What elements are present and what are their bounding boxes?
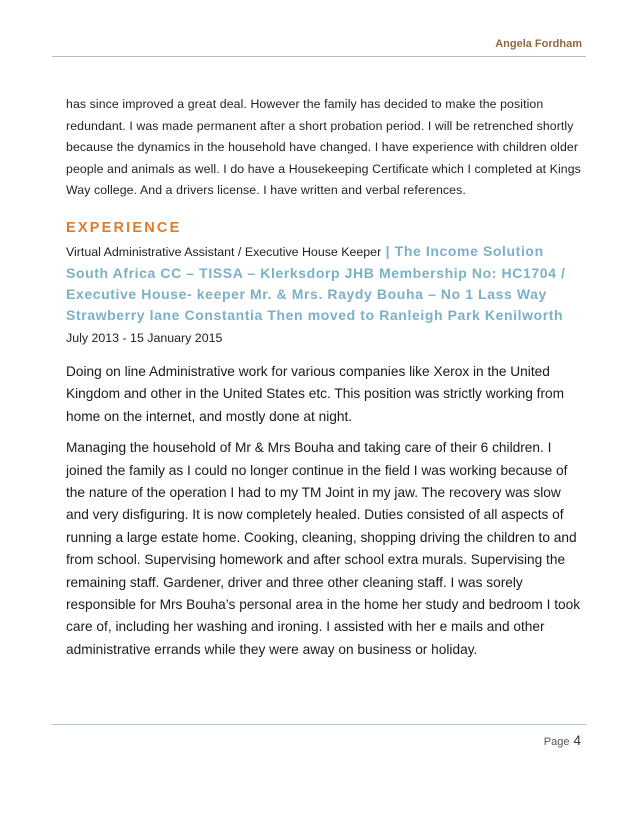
job-dates: July 2013 - 15 January 2015 — [66, 330, 223, 345]
experience-heading: EXPERIENCE — [66, 219, 182, 236]
job-description-paragraph: Doing on line Administrative work for various companies like Xerox in the United Kingdom and other in the United States etc. This position was strictly working from home on the internet, and mostly done at night. — [66, 363, 565, 424]
intro-paragraph: has since improved a great deal. However the family has decided to make the position redundant. I was made permanent after a short probation period. I will be retrenched shortly because the dynamics in the household have changed. I have experience with children older people and animals as well. I do have a Housekeeping Certificate which I completed at Kings Way college. And a drivers license. I have written and verbal references. — [66, 97, 581, 198]
header-divider — [52, 56, 586, 57]
job-description-paragraph: Managing the household of Mr & Mrs Bouha and taking care of their 6 children. I joined the family as I could no longer continue in the field I was working because of the nature of the operation I had to my TM Joint in my jaw. The recovery was slow and very disfiguring. It is now completely healed. Duties consisted of all aspects of running a large estate home. Cooking, cleaning, shopping driving the children to and from school. Supervising homework and after school extra murals. Supervising the remaining staff. Gardener, driver and three other cleaning staff. I was sorely responsible for Mrs Bouha’s personal area in the home her study and bedroom I took care of, including her washing and ironing. I assisted with her e mails and other administrative errands while they were away on business or holiday. — [66, 440, 581, 657]
job-organization: | The Income Solution South Africa CC – TISSA – Klerksdorp JHB Membership No: HC1704 / Executive House- keeper Mr. & Mrs. Raydy Bouha – No 1 Lass Way Strawberry lane Constantia Then moved to Ranleigh Park Kenilworth — [66, 242, 566, 323]
page-number-value: 4 — [573, 733, 581, 748]
page-label: Page — [543, 736, 570, 748]
page-number — [544, 733, 581, 748]
job-title: Virtual Administrative Assistant / Executive House Keeper — [66, 244, 382, 259]
header-author-name: Angela Fordham — [495, 38, 582, 50]
job-header — [66, 241, 586, 326]
page-content — [66, 94, 586, 661]
footer-divider — [52, 724, 586, 725]
